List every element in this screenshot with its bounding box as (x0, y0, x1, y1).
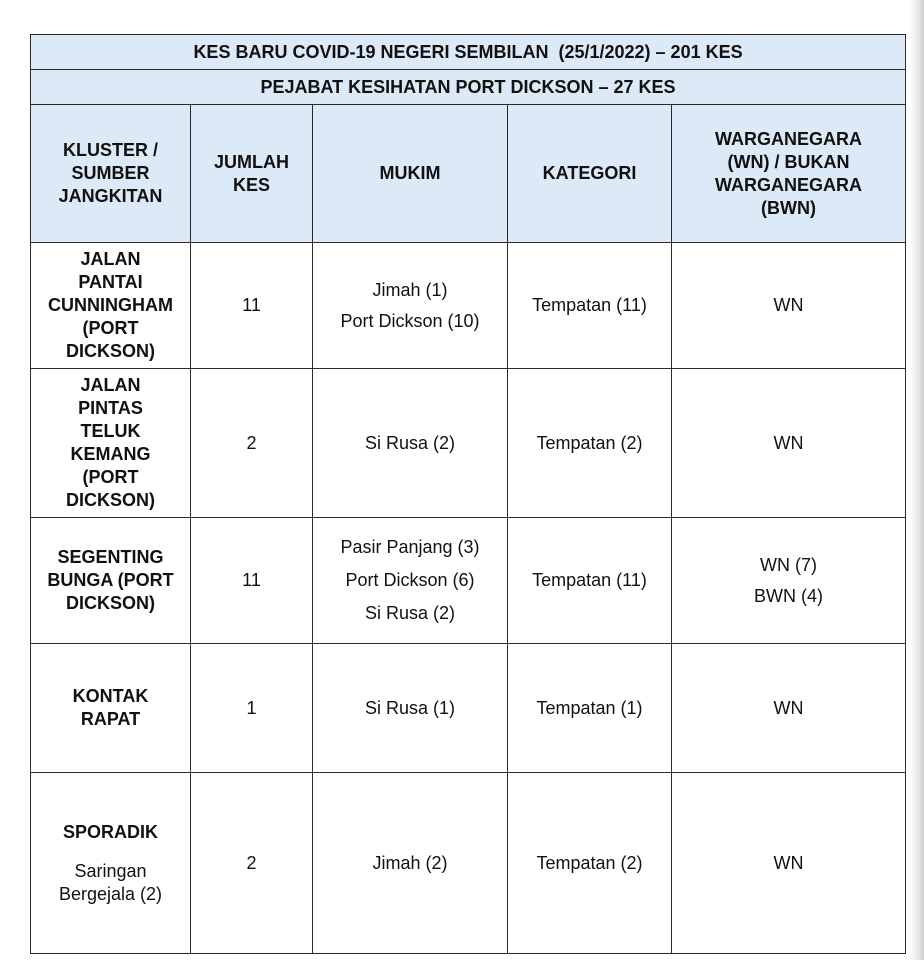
title-row (31, 35, 906, 70)
cell-kluster: JALAN PINTAS TELUK KEMANG (PORT DICKSON) (31, 369, 191, 518)
subtitle-row (31, 70, 906, 105)
cell-mukim: Jimah (1) Port Dickson (10) (313, 243, 508, 369)
table-subtitle: PEJABAT KESIHATAN PORT DICKSON – 27 KES (31, 70, 906, 105)
table-title: KES BARU COVID-19 NEGERI SEMBILAN (25/1/2022) – 201 KES (31, 35, 906, 70)
page-edge-shadow (910, 0, 924, 960)
cell-kategori: Tempatan (2) (508, 773, 672, 954)
cell-kategori: Tempatan (1) (508, 644, 672, 773)
cell-kategori: Tempatan (11) (508, 243, 672, 369)
cell-jumlah-kes: 2 (191, 773, 313, 954)
table-row (31, 243, 906, 369)
cell-mukim: Pasir Panjang (3) Port Dickson (6) Si Rusa (2) (313, 518, 508, 644)
cell-mukim: Si Rusa (1) (313, 644, 508, 773)
cell-jumlah-kes: 11 (191, 518, 313, 644)
cell-kluster: SPORADIK Saringan Bergejala (2) (31, 773, 191, 954)
kluster-note: Saringan Bergejala (2) (58, 860, 163, 904)
header-kategori: KATEGORI (508, 105, 672, 243)
cell-warganegara: WN (672, 644, 906, 773)
header-mukim: MUKIM (313, 105, 508, 243)
cell-mukim: Si Rusa (2) (313, 369, 508, 518)
table-row (31, 369, 906, 518)
cell-warganegara: WN (672, 369, 906, 518)
cell-warganegara: WN (7) BWN (4) (672, 518, 906, 644)
header-warganegara: WARGANEGARA (WN) / BUKAN WARGANEGARA (BWN) (672, 105, 906, 243)
cell-kluster: KONTAK RAPAT (31, 644, 191, 773)
header-row (31, 105, 906, 243)
header-jumlah-kes: JUMLAH KES (191, 105, 313, 243)
table-row (31, 773, 906, 954)
cell-jumlah-kes: 11 (191, 243, 313, 369)
cell-kategori: Tempatan (11) (508, 518, 672, 644)
cell-mukim: Jimah (2) (313, 773, 508, 954)
table-row (31, 644, 906, 773)
cell-warganegara: WN (672, 243, 906, 369)
cell-kluster: JALAN PANTAI CUNNINGHAM (PORT DICKSON) (31, 243, 191, 369)
header-kluster: KLUSTER / SUMBER JANGKITAN (31, 105, 191, 243)
covid-cases-table (30, 34, 906, 954)
cell-warganegara: WN (672, 773, 906, 954)
table-row (31, 518, 906, 644)
cell-jumlah-kes: 1 (191, 644, 313, 773)
cell-kategori: Tempatan (2) (508, 369, 672, 518)
cell-kluster: SEGENTING BUNGA (PORT DICKSON) (31, 518, 191, 644)
cell-jumlah-kes: 2 (191, 369, 313, 518)
